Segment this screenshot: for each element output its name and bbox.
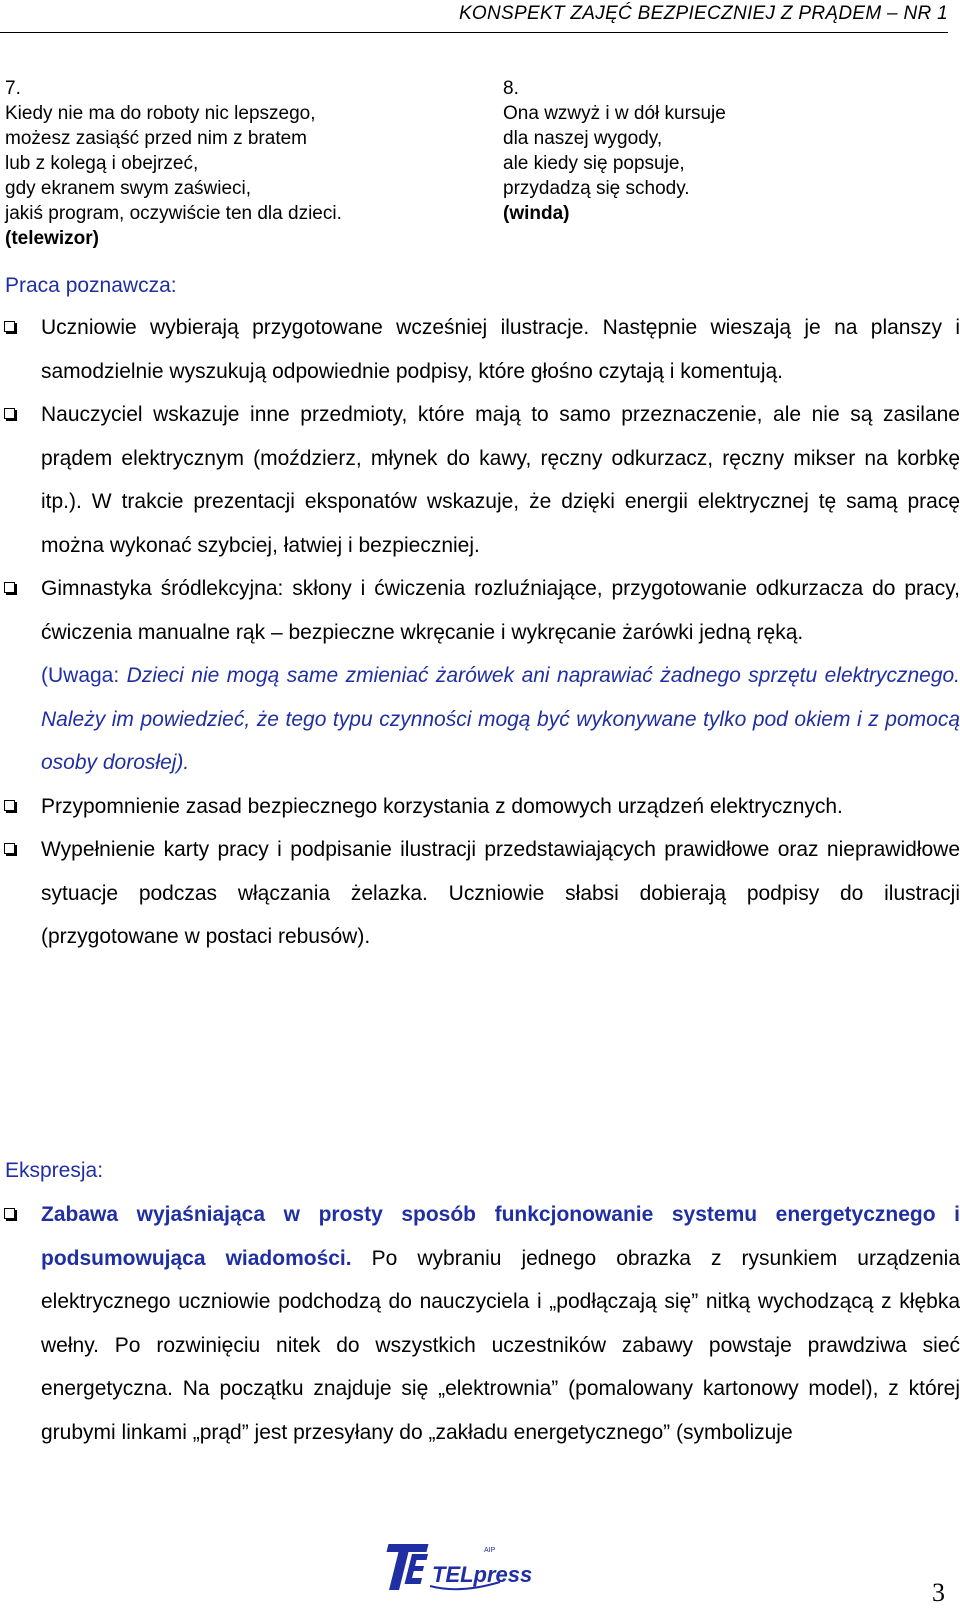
- list-item: [0, 306, 960, 393]
- item-text: Gimnastyka śródlekcyjna: skłony i ćwiczenia rozluźniające, przygotowanie odkurzacza do pracy, ćwiczenia manualne rąk – bezpieczne wkręcanie i wykręcanie żarówki jedną ręką.: [41, 577, 960, 644]
- riddle-line: lub z kolegą i obejrzeć,: [5, 153, 199, 174]
- riddle-line: Kiedy nie ma do roboty nic lepszego,: [5, 103, 316, 124]
- item-bold-text: Zabawa wyjaśniająca w prosty sposób funkcjonowanie systemu energetycznego i podsumowująca wiadomości.: [41, 1203, 960, 1270]
- riddle-line: Ona wzwyż i w dół kursuje: [503, 103, 726, 124]
- riddle-number: 8.: [503, 78, 519, 99]
- section-title-praca-poznawcza: Praca poznawcza:: [5, 274, 177, 297]
- section-title-ekspresja: Ekspresja:: [5, 1159, 104, 1182]
- list-item: [0, 1193, 960, 1454]
- checkbox-bullet-icon: [4, 321, 15, 332]
- riddle-line: dla naszej wygody,: [503, 128, 663, 149]
- riddle-line: ale kiedy się popsuje,: [503, 153, 685, 174]
- list-item: [0, 567, 960, 785]
- item-text: Wypełnienie karty pracy i podpisanie ilustracji przedstawiających prawidłowe oraz nieprawidłowe sytuacje podczas włączania żelazka. Uczniowie słabsi dobierają podpisy do ilustracji (przygotowane w postaci rebusów).: [41, 838, 960, 948]
- checkbox-bullet-icon: [4, 582, 15, 593]
- ekspresja-list: [0, 1193, 960, 1454]
- list-item: [0, 828, 960, 959]
- riddle-number: 7.: [5, 78, 21, 99]
- riddle-answer: (winda): [503, 203, 570, 224]
- list-item: [0, 785, 960, 829]
- riddle-7: [5, 76, 342, 251]
- checkbox-bullet-icon: [4, 843, 15, 854]
- praca-list: [0, 306, 960, 959]
- logo-small-text: AIP: [484, 1547, 496, 1554]
- note-prefix: (Uwaga:: [41, 664, 127, 687]
- riddle-line: przydadzą się schody.: [503, 178, 690, 199]
- item-text: Uczniowie wybierają przygotowane wcześniej ilustracje. Następnie wieszają je na planszy i samodzielnie wyszukują odpowiednie podpisy, które głośno czytają i komentują.: [41, 316, 960, 383]
- checkbox-bullet-icon: [4, 1208, 15, 1219]
- page-number: 3: [932, 1578, 945, 1607]
- telpress-logo: [372, 1530, 533, 1604]
- safety-note: Dzieci nie mogą same zmieniać żarówek ani naprawiać żadnego sprzętu elektrycznego. Należy im powiedzieć, że tego typu czynności mogą być wykonywane tylko pod okiem i z pomocą osoby dorosłej).: [41, 664, 960, 774]
- list-item: [0, 393, 960, 567]
- riddle-8: [503, 76, 726, 226]
- item-text: Po wybraniu jednego obrazka z rysunkiem urządzenia elektrycznego uczniowie podchodzą do nauczyciela i „podłączają się” nitką wychodzącą z kłębka wełny. Po rozwinięciu nitek do wszystkich uczestników zabawy powstaje prawdziwa sieć energetyczna. Na początku znajduje się „elektrownia” (pomalowany kartonowy model), z której grubymi linkami „prąd” jest przesyłany do „zakładu energetycznego” (symbolizuje: [41, 1246, 960, 1444]
- checkbox-bullet-icon: [4, 800, 15, 811]
- riddle-answer: (telewizor): [5, 228, 99, 249]
- logo-text: TELpress: [432, 1562, 533, 1587]
- page-header: KONSPEKT ZAJĘĆ BEZPIECZNIEJ Z PRĄDEM – NR 1: [458, 3, 948, 24]
- item-text: Przypomnienie zasad bezpiecznego korzystania z domowych urządzeń elektrycznych.: [41, 794, 843, 818]
- riddle-line: gdy ekranem swym zaświeci,: [5, 178, 252, 199]
- riddle-line: jakiś program, oczywiście ten dla dzieci.: [5, 203, 342, 224]
- header-divider: [0, 32, 948, 33]
- checkbox-bullet-icon: [4, 408, 15, 419]
- riddle-line: możesz zasiąść przed nim z bratem: [5, 128, 307, 149]
- item-text: Nauczyciel wskazuje inne przedmioty, które mają to samo przeznaczenie, ale nie są zasilane prądem elektrycznym (moździerz, młynek do kawy, ręczny odkurzacz, ręczny mikser na korbkę itp.). W trakcie prezentacji eksponatów wskazuje, że dzięki energii elektrycznej tę samą pracę można wykonać szybciej, łatwiej i bezpieczniej.: [41, 403, 960, 557]
